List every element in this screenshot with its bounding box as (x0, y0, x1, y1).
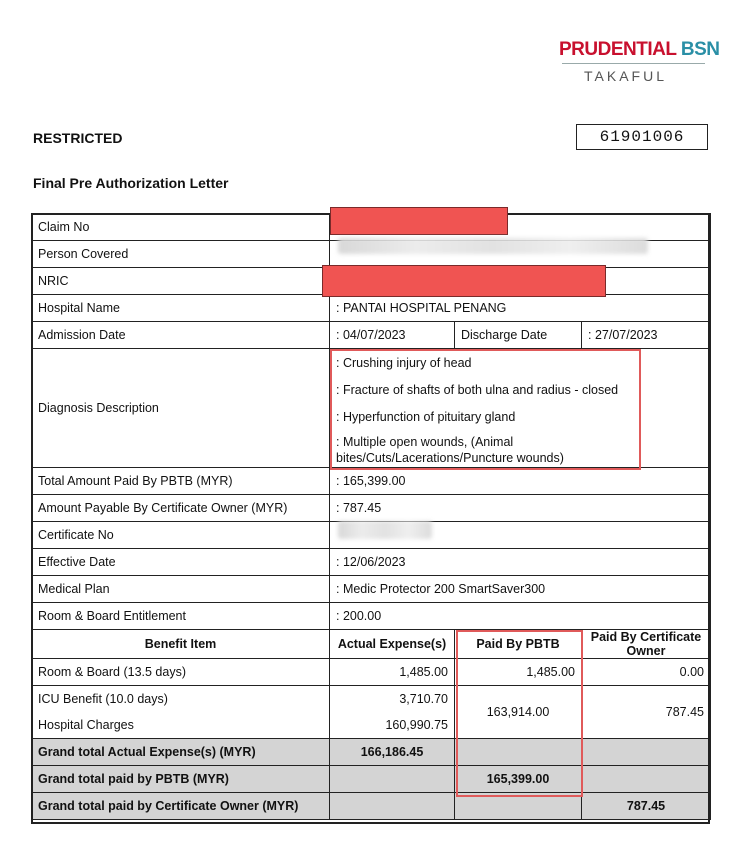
company-logo (559, 39, 720, 61)
certificate-label: Certificate No (32, 522, 330, 549)
diagnosis-highlight (330, 349, 641, 470)
dates-row (32, 322, 711, 349)
payable-value: : 787.45 (330, 495, 711, 522)
grand-actual-value: 166,186.45 (330, 739, 455, 766)
hospital-value: : PANTAI HOSPITAL PENANG (330, 295, 711, 322)
grand-pbtb-empty (582, 766, 711, 793)
total-paid-value: : 165,399.00 (330, 468, 711, 495)
classification-label: RESTRICTED (33, 130, 123, 146)
payable-row (32, 495, 711, 522)
effective-value: : 12/06/2023 (330, 549, 711, 576)
payable-label: Amount Payable By Certificate Owner (MYR) (32, 495, 330, 522)
benefit-pbtb-merged: 163,914.00 (455, 686, 582, 739)
room-entitlement-value: : 200.00 (330, 603, 711, 630)
nric-label: NRIC (32, 268, 330, 295)
benefit-actual: 160,990.75 (330, 712, 455, 739)
certificate-no-blur (338, 521, 432, 539)
discharge-value: : 27/07/2023 (582, 322, 711, 349)
benefit-row (32, 659, 711, 686)
logo-divider (562, 63, 705, 64)
grand-pbtb-empty (330, 766, 455, 793)
claim-no-label: Claim No (32, 214, 330, 241)
diagnosis-line: : Multiple open wounds, (Animal (336, 435, 514, 449)
effective-label: Effective Date (32, 549, 330, 576)
total-paid-label: Total Amount Paid By PBTB (MYR) (32, 468, 330, 495)
benefit-item: ICU Benefit (10.0 days) (32, 686, 330, 713)
diagnosis-line: : Fracture of shafts of both ulna and radius - closed (336, 383, 619, 397)
diagnosis-line: : Crushing injury of head (336, 356, 472, 370)
nric-redaction (322, 265, 606, 297)
benefit-header-row (32, 630, 711, 659)
logo-main-text: PRUDENTIAL (559, 39, 677, 60)
header-paid-pbtb: Paid By PBTB (455, 630, 582, 659)
claim-no-redaction (330, 207, 508, 235)
total-paid-row (32, 468, 711, 495)
benefit-owner-merged: 787.45 (582, 686, 711, 739)
plan-value: : Medic Protector 200 SmartSaver300 (330, 576, 711, 603)
reference-number: 61901006 (576, 124, 708, 150)
room-entitlement-row (32, 603, 711, 630)
document-title: Final Pre Authorization Letter (33, 175, 229, 191)
grand-pbtb-row (32, 766, 711, 793)
room-entitlement-label: Room & Board Entitlement (32, 603, 330, 630)
grand-pbtb-label: Grand total paid by PBTB (MYR) (32, 766, 330, 793)
admission-label: Admission Date (32, 322, 330, 349)
person-covered-blur (338, 238, 648, 254)
diagnosis-line: bites/Cuts/Lacerations/Puncture wounds) (336, 451, 564, 465)
grand-owner-row (32, 793, 711, 820)
diagnosis-line: : Hyperfunction of pituitary gland (336, 410, 516, 424)
hospital-label: Hospital Name (32, 295, 330, 322)
plan-label: Medical Plan (32, 576, 330, 603)
authorization-table (31, 213, 711, 820)
header-benefit-item: Benefit Item (32, 630, 330, 659)
effective-row (32, 549, 711, 576)
grand-actual-row (32, 739, 711, 766)
benefit-pbtb: 1,485.00 (455, 659, 582, 686)
header-actual-expense: Actual Expense(s) (330, 630, 455, 659)
grand-owner-value: 787.45 (582, 793, 711, 820)
header-paid-owner: Paid By Certificate Owner (582, 630, 711, 659)
admission-value: : 04/07/2023 (330, 322, 455, 349)
plan-row (32, 576, 711, 603)
benefit-owner: 0.00 (582, 659, 711, 686)
diagnosis-label: Diagnosis Description (32, 349, 330, 468)
hospital-row (32, 295, 711, 322)
grand-actual-label: Grand total Actual Expense(s) (MYR) (32, 739, 330, 766)
grand-owner-empty (330, 793, 455, 820)
paid-pbtb-highlight (456, 630, 583, 797)
grand-owner-label: Grand total paid by Certificate Owner (MYR) (32, 793, 330, 820)
discharge-label: Discharge Date (455, 322, 582, 349)
logo-subtitle: TAKAFUL (584, 68, 667, 84)
benefit-row (32, 686, 711, 713)
person-covered-label: Person Covered (32, 241, 330, 268)
benefit-item: Room & Board (13.5 days) (32, 659, 330, 686)
logo-accent-text: BSN (680, 39, 720, 60)
benefit-actual: 1,485.00 (330, 659, 455, 686)
grand-actual-empty (582, 739, 711, 766)
benefit-actual: 3,710.70 (330, 686, 455, 713)
benefit-item: Hospital Charges (32, 712, 330, 739)
grand-pbtb-value: 165,399.00 (455, 766, 582, 793)
